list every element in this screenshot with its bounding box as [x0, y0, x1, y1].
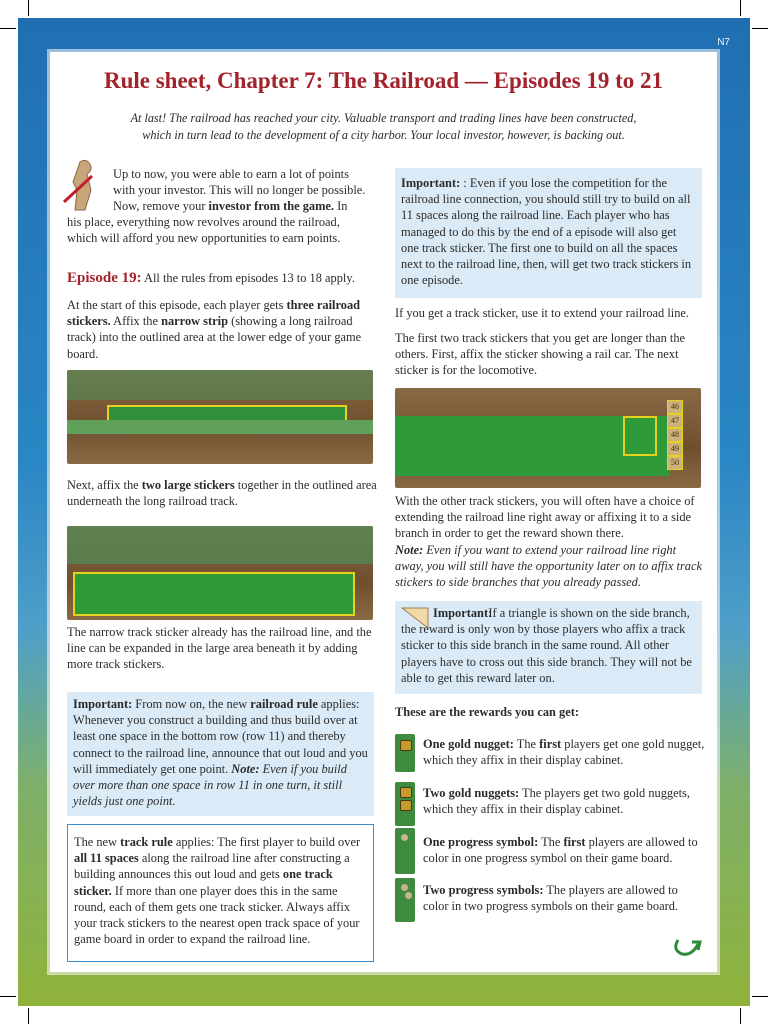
important-railroad-rule-text: Important: From now on, the new railroad rule applies: Whenever you construct a building and thus build over at least one space in the bottom row (row 11) and thereby connect to the railroad line, announce that out loud and you will immediately get one point. Note: Even if you build over more than one space in row 11 in one turn, it still yields just one point. — [73, 697, 368, 809]
crop-mark — [0, 28, 16, 29]
turn-page-arrow-icon[interactable] — [670, 936, 702, 958]
two-progress-symbols-icon — [395, 878, 415, 922]
track-rule-box — [67, 824, 374, 962]
important-competition-box — [395, 168, 702, 298]
board-image-track-extension — [395, 388, 701, 488]
crop-mark — [752, 996, 768, 997]
crop-mark — [752, 28, 768, 29]
track-rule-text: The new track rule applies: The first player to build over all 11 spaces along the railroad line after constructing a building announces this out loud and gets one track sticker. If more than one player does this in the same round, each of them gets one track sticker. Always affix your track stickers to the nearest open track space of your game board in order to expand the railroad line. — [74, 835, 361, 947]
first-two-text: The first two track stickers that you get are longer than the others. First, affix the sticker showing a rail car. The next sticker is for the locomotive. — [395, 331, 686, 378]
reward-3: One progress symbol: The first players are allowed to color in one progress symbol on their game board. — [423, 835, 698, 866]
rule-sheet — [50, 52, 717, 972]
crop-mark — [0, 996, 16, 997]
reward-1: One gold nugget: The first players get one gold nugget, which they affix in their display cabinet. — [423, 737, 705, 768]
crop-mark — [740, 1008, 741, 1024]
important-triangle-text-1: Important: — [433, 606, 493, 620]
investor-line-1: Up to now, you were able to earn a lot of points — [113, 167, 349, 181]
page-code: N7 — [717, 37, 730, 48]
board-image-narrow-strip — [67, 370, 373, 464]
intro-text: At last! The railroad has reached your city. Valuable transport and trading lines have been constructed, which in turn lead to the development of a city harbor. Your local investor, however, is backing out. — [130, 111, 637, 142]
board-number: 46 — [667, 400, 683, 414]
reward-4: Two progress symbols: The players are allowed to color in two progress symbols on their game board. — [423, 883, 678, 914]
board-number: 48 — [667, 428, 683, 442]
rewards-title: These are the rewards you can get: — [395, 705, 579, 719]
gold-nugget-icon — [395, 734, 415, 772]
investor-line-4: his place, everything now revolves around the railroad, — [67, 215, 340, 229]
board-image-large-stickers — [67, 526, 373, 620]
reward-2: Two gold nuggets: The players get two gold nuggets, which they affix in their display cabinet. — [423, 786, 690, 817]
investor-line-3: Now, remove your investor from the game. In — [113, 199, 348, 213]
crop-mark — [28, 1008, 29, 1024]
important-triangle-text: If a triangle is shown on the side branch, the reward is only won by those players who affix a track sticker to this side branch in the same round. All other players have to cross out this side branch. They will not be able to get this reward later on. — [401, 606, 692, 685]
narrow-text: The narrow track sticker already has the railroad line, and the line can be expanded in the large area beneath it by adding more track stickers. — [67, 625, 372, 672]
important-competition-text: Important: : Even if you lose the competition for the railroad line connection, you should still try to build on all 11 spaces along the railroad line. Each player who has managed to do this by the end of a episode will also get one track sticker. The first one to build on all the spaces next to the railroad line, then, will get two track stickers in one episode. — [401, 176, 692, 288]
next-text: Next, affix the two large stickers together in the outlined area underneath the long railroad track. — [67, 478, 377, 509]
if-you-text: If you get a track sticker, use it to extend your railroad line. — [395, 306, 690, 320]
other-text: With the other track stickers, you will often have a choice of extending the railroad line right away or affixing it to a side branch in order to get the reward shown there. — [395, 494, 695, 541]
investor-line-5: which will afford you new opportunities to earn points. — [67, 231, 341, 245]
note-text: Note: Even if you want to extend your railroad line right away, you will still have the opportunity later on to affix track stickers to side branches that you already passed. — [395, 543, 702, 590]
investor-line-2: with your investor. This will no longer be possible. — [113, 183, 366, 197]
important-railroad-rule-box — [67, 692, 374, 816]
board-number: 50 — [667, 456, 683, 470]
important-triangle-box — [395, 601, 702, 694]
board-number: 47 — [667, 414, 683, 428]
board-number: 49 — [667, 442, 683, 456]
start-text: At the start of this episode, each player gets three railroad stickers. Affix the narrow strip (showing a long railroad track) into the outlined area at the lower edge of your game board. — [67, 298, 362, 361]
two-gold-nuggets-icon — [395, 782, 415, 826]
episode-19-heading: Episode 19: All the rules from episodes 13 to 18 apply. — [67, 270, 355, 286]
crop-mark — [28, 0, 29, 16]
crop-mark — [740, 0, 741, 16]
page-title: Rule sheet, Chapter 7: The Railroad — Episodes 19 to 21 — [103, 68, 664, 93]
investor-crossed-icon — [60, 156, 104, 214]
progress-symbol-icon — [395, 828, 415, 874]
